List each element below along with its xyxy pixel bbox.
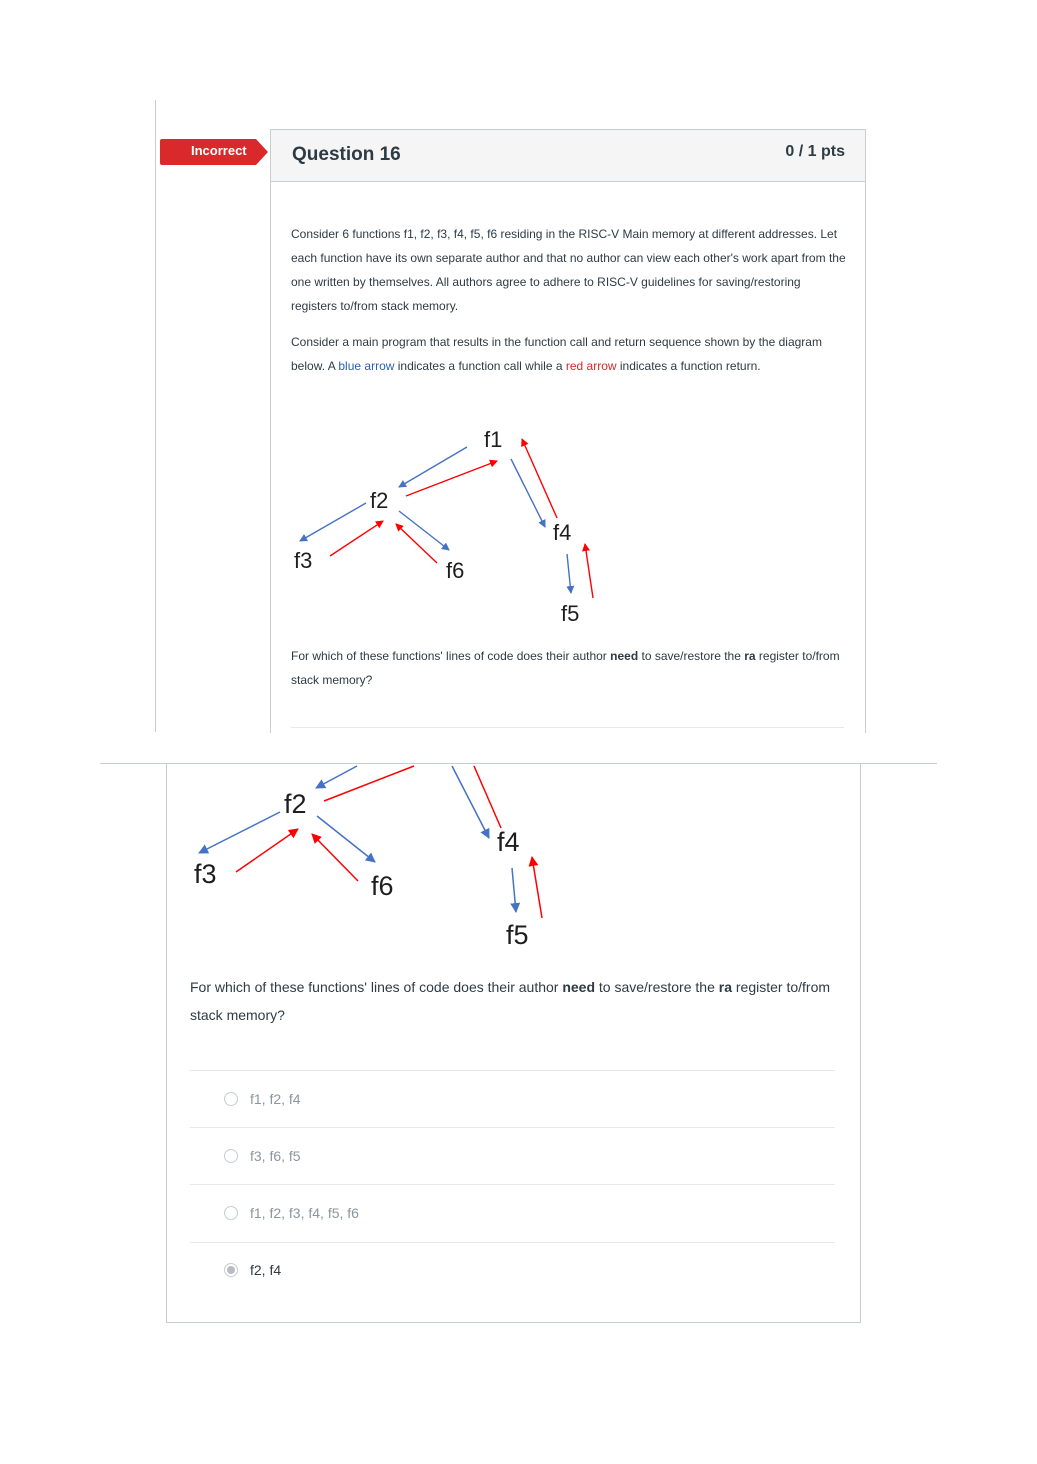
prompt-ra: ra	[744, 649, 756, 663]
answer-separator	[190, 1070, 835, 1071]
node-f2: f2	[370, 488, 389, 513]
return-arrow-f3-f2-large	[236, 829, 298, 872]
prompt-text-2: to save/restore the	[638, 649, 745, 663]
prompt-text-2: to save/restore the	[595, 979, 719, 995]
return-arrow-f2-f1-large	[324, 766, 414, 801]
node-f6: f6	[446, 558, 465, 583]
node-f1: f1	[484, 427, 503, 452]
answer-label: f3, f6, f5	[250, 1148, 301, 1164]
call-arrow-f1-f4-large	[452, 766, 489, 838]
question-intro: Consider 6 functions f1, f2, f3, f4, f5, f6 residing in the RISC-V Main memory at different addresses. Let each function have its own separate author and that no author can view each other's work apart from the one written by themselves. All authors agree to adhere to RISC-V guidelines for saving/restoring registers to/from stack memory.	[291, 227, 846, 313]
return-arrow-f4-f1-large	[474, 766, 501, 828]
node-f3-large: f3	[194, 859, 217, 889]
incorrect-badge-label: Incorrect	[191, 143, 247, 158]
context-text-1: Consider a main program that results in the function call and return sequence shown by the diagram below. A	[291, 335, 822, 373]
radio-button-selected[interactable]	[224, 1263, 238, 1277]
answer-option-3[interactable]	[224, 1203, 359, 1223]
answer-separator	[190, 1127, 835, 1128]
node-f5-large: f5	[506, 920, 529, 950]
answer-option-1[interactable]	[224, 1089, 301, 1109]
radio-button[interactable]	[224, 1092, 238, 1106]
answer-option-4-selected[interactable]	[224, 1260, 281, 1280]
blue-arrow-text: blue arrow	[338, 359, 395, 373]
call-arrow-f2-f3-large	[199, 812, 280, 853]
answer-option-2[interactable]	[224, 1146, 301, 1166]
answer-separator	[190, 1242, 835, 1243]
question-title: Question 16	[292, 144, 401, 165]
radio-button[interactable]	[224, 1149, 238, 1163]
node-f4-large: f4	[497, 827, 520, 857]
answer-label: f1, f2, f3, f4, f5, f6	[250, 1205, 359, 1221]
node-f2-large: f2	[284, 789, 307, 819]
node-f4: f4	[553, 520, 572, 545]
node-f3: f3	[294, 548, 313, 573]
call-arrow-f2-f6-large	[317, 816, 375, 862]
prompt-need: need	[562, 979, 596, 995]
answer-separator	[190, 1184, 835, 1185]
prompt-text-1: For which of these functions' lines of code does their author	[190, 979, 563, 995]
answer-label: f2, f4	[250, 1262, 282, 1278]
question-prompt	[190, 973, 840, 1029]
prompt-need: need	[610, 649, 639, 663]
prompt-text-3: register to/from stack memory?	[190, 979, 831, 1023]
question-points: 0 / 1 pts	[785, 143, 845, 160]
node-f5: f5	[561, 601, 580, 626]
context-text-3: indicates a function return.	[616, 359, 761, 373]
prompt-text-1: For which of these functions' lines of code does their author	[291, 649, 611, 663]
radio-button[interactable]	[224, 1206, 238, 1220]
prompt-text-3: register to/from stack memory?	[291, 649, 840, 687]
red-arrow-text: red arrow	[565, 359, 617, 373]
prompt-ra: ra	[718, 979, 732, 995]
context-text-2: indicates a function call while a	[394, 359, 566, 373]
call-arrow-f1-f2-large	[316, 766, 357, 788]
return-arrow-f6-f2-large	[312, 834, 358, 881]
answer-label: f1, f2, f4	[250, 1091, 301, 1107]
return-arrow-f5-f4-large	[532, 857, 542, 918]
call-arrow-f4-f5-large	[512, 868, 516, 912]
node-f6-large: f6	[371, 871, 394, 901]
